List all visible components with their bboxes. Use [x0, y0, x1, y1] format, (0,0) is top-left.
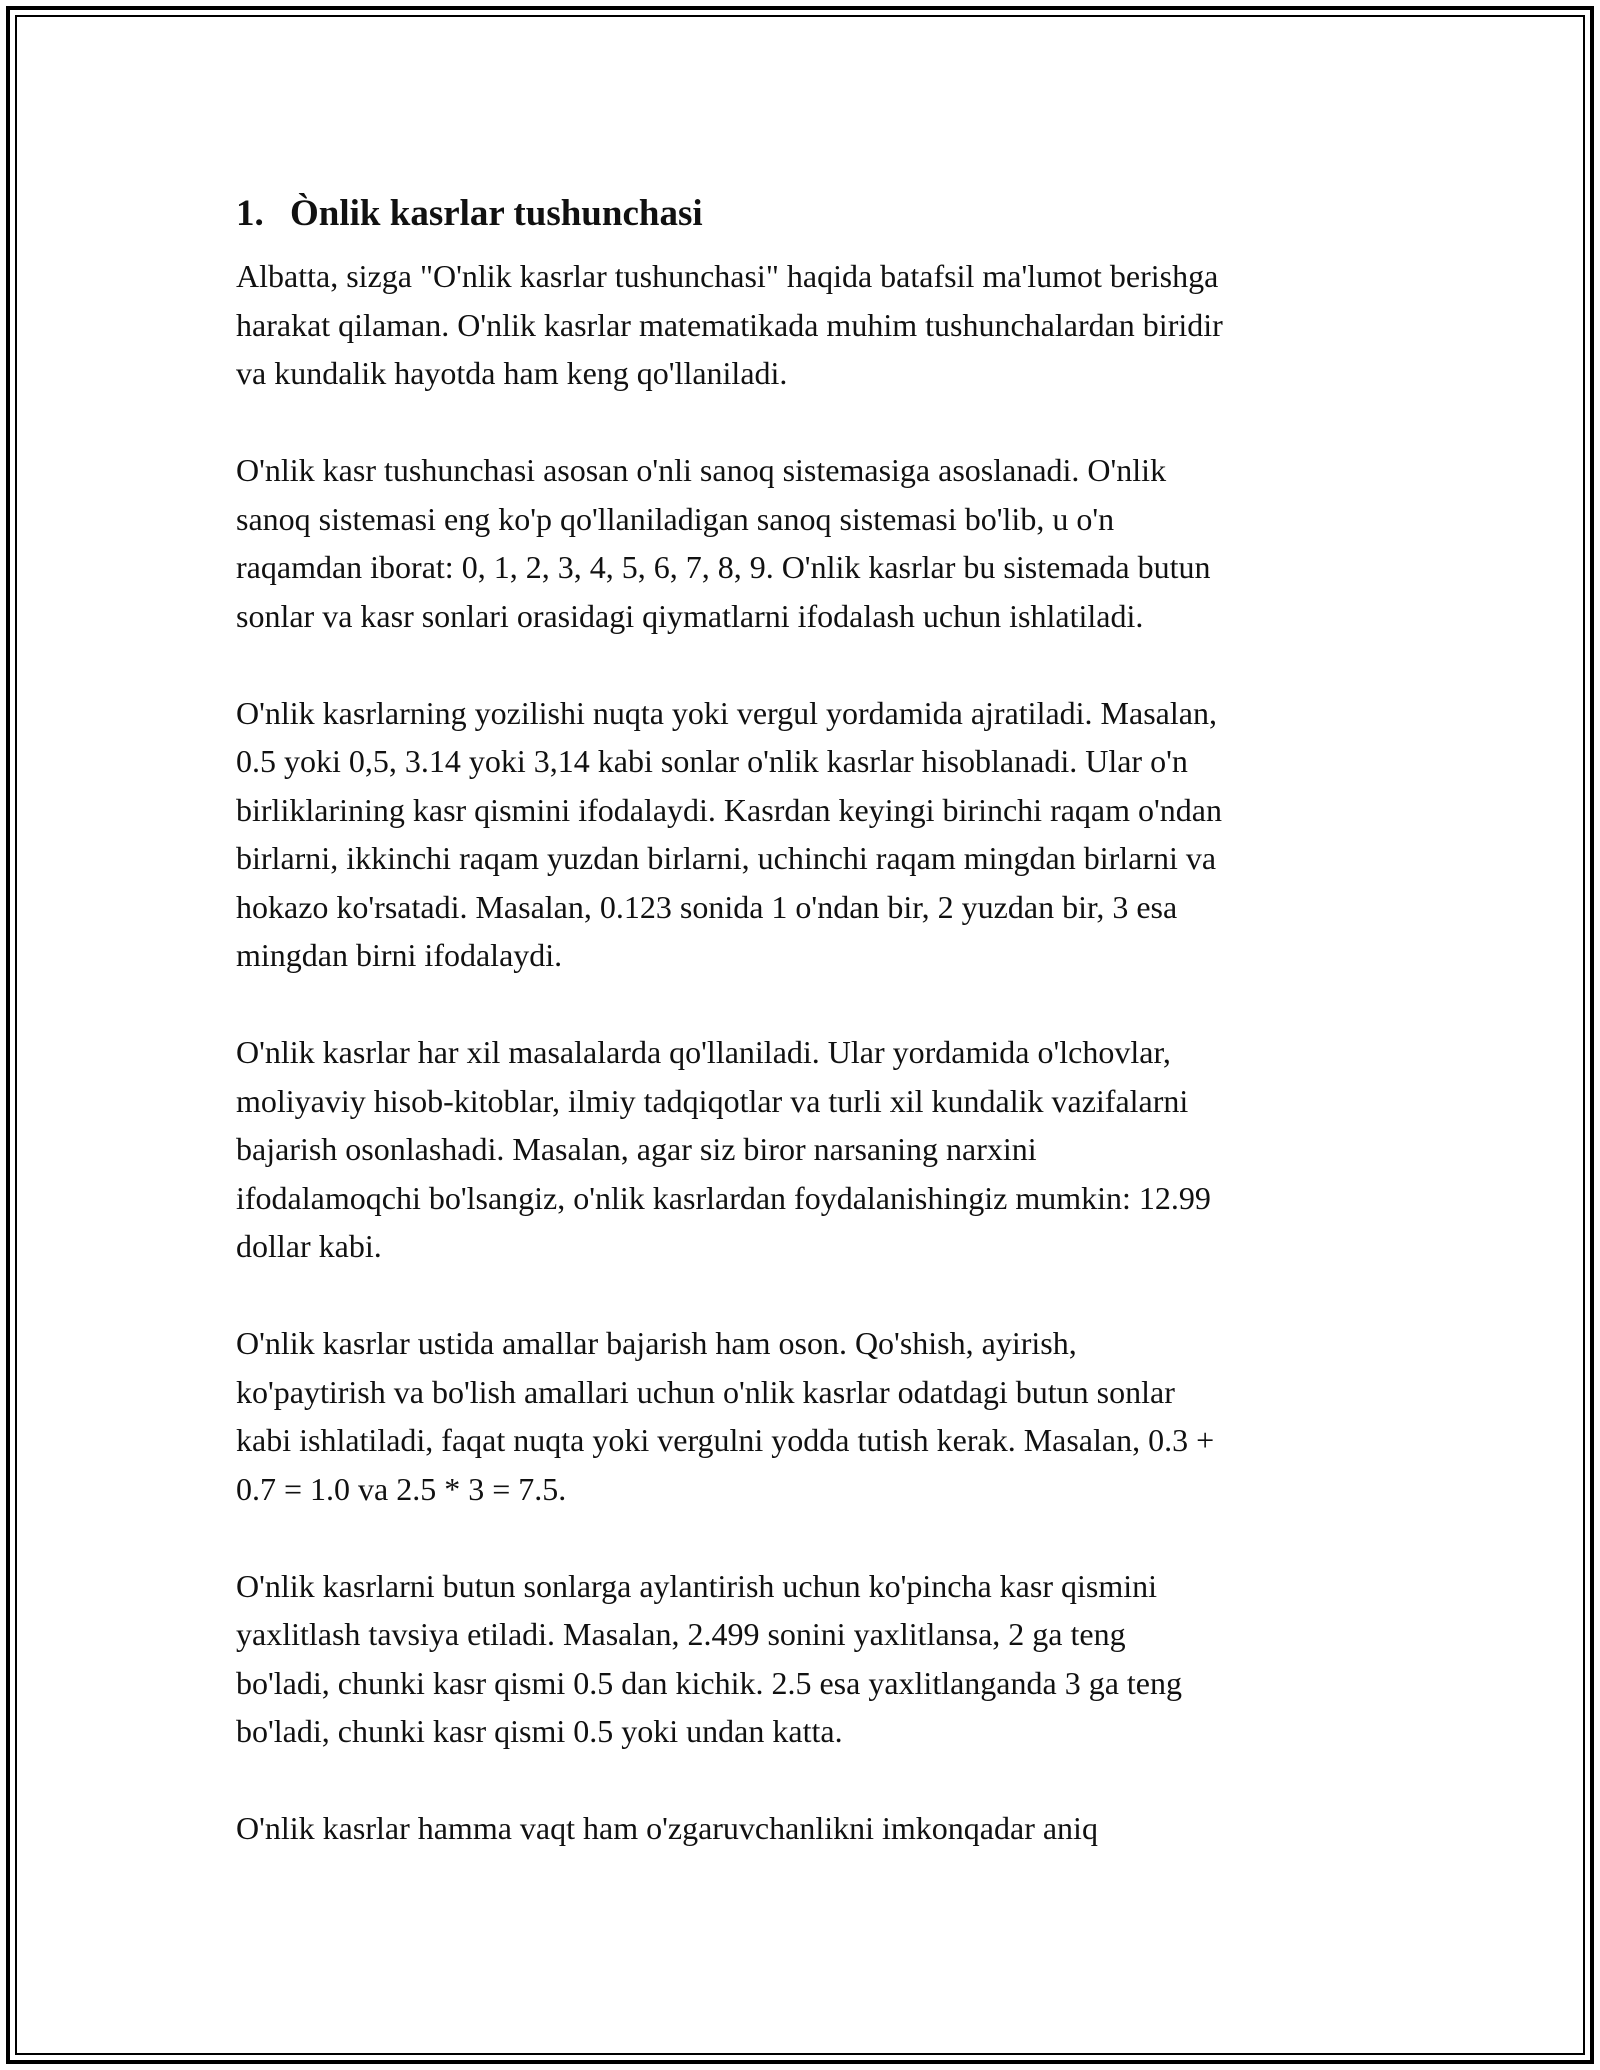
- paragraph-closing: O'nlik kasrlar hamma vaqt ham o'zgaruvchanlikni imkonqadar aniq: [236, 1810, 1098, 1846]
- paragraph-notation: O'nlik kasrlarning yozilishi nuqta yoki vergul yordamida ajratiladi. Masalan, 0.5 yoki 0,5, 3.14 yoki 3,14 kabi sonlar o'nlik kasrlar hisoblanadi. Ular o'n birliklarining kasr qismini ifodalaydi. Kasrdan keyingi birinchi raqam o'ndan birlarni, ikkinchi raqam yuzdan birlarni, uchinchi raqam mingdan birlarni va hokazo ko'rsatadi. Masalan, 0.123 sonida 1 o'ndan bir, 2 yuzdan bir, 3 esa mingdan birni ifodalaydi.: [236, 694, 1222, 973]
- section-number: 1.: [236, 193, 264, 234]
- document-body: [236, 186, 1386, 1901]
- paragraph-operations: O'nlik kasrlar ustida amallar bajarish ham oson. Qo'shish, ayirish, ko'paytirish va bo'lish amallari uchun o'nlik kasrlar odatdagi butun sonlar kabi ishlatiladi, faqat nuqta yoki vergulni yodda tutish kerak. Masalan, 0.3 + 0.7 = 1.0 va 2.5 * 3 = 7.5.: [236, 1325, 1215, 1507]
- paragraph-applications: O'nlik kasrlar har xil masalalarda qo'llaniladi. Ular yordamida o'lchovlar, moliyaviy hisob-kitoblar, ilmiy tadqiqotlar va turli xil kundalik vazifalarni bajarish osonlashadi. Masalan, agar siz biror narsaning narxini ifodalamoqchi bo'lsangiz, o'nlik kasrlardan foydalanishingiz mumkin: 12.99 dollar kabi.: [236, 1034, 1211, 1264]
- paragraph-rounding: O'nlik kasrlarni butun sonlarga aylantirish uchun ko'pincha kasr qismini yaxlitlash tavsiya etiladi. Masalan, 2.499 sonini yaxlitlansa, 2 ga teng bo'ladi, chunki kasr qismi 0.5 dan kichik. 2.5 esa yaxlitlanganda 3 ga teng bo'ladi, chunki kasr qismi 0.5 yoki undan katta.: [236, 1567, 1182, 1749]
- section-title: Ònlik kasrlar tushunchasi: [290, 193, 703, 234]
- paragraph-intro: Albatta, sizga "O'nlik kasrlar tushunchasi" haqida batafsil ma'lumot berishga harakat qilaman. O'nlik kasrlar matematikada muhim tushunchalardan biridir va kundalik hayotda ham keng qo'llaniladi.: [236, 258, 1223, 391]
- paragraph-number-system: O'nlik kasr tushunchasi asosan o'nli sanoq sistemasiga asoslanadi. O'nlik sanoq sistemasi eng ko'p qo'llaniladigan sanoq sistemasi bo'lib, u o'n raqamdan iborat: 0, 1, 2, 3, 4, 5, 6, 7, 8, 9. O'nlik kasrlar bu sistemada butun sonlar va kasr sonlari orasidagi qiymatlarni ifodalash uchun ishlatiladi.: [236, 452, 1211, 634]
- section-heading: [236, 186, 1386, 242]
